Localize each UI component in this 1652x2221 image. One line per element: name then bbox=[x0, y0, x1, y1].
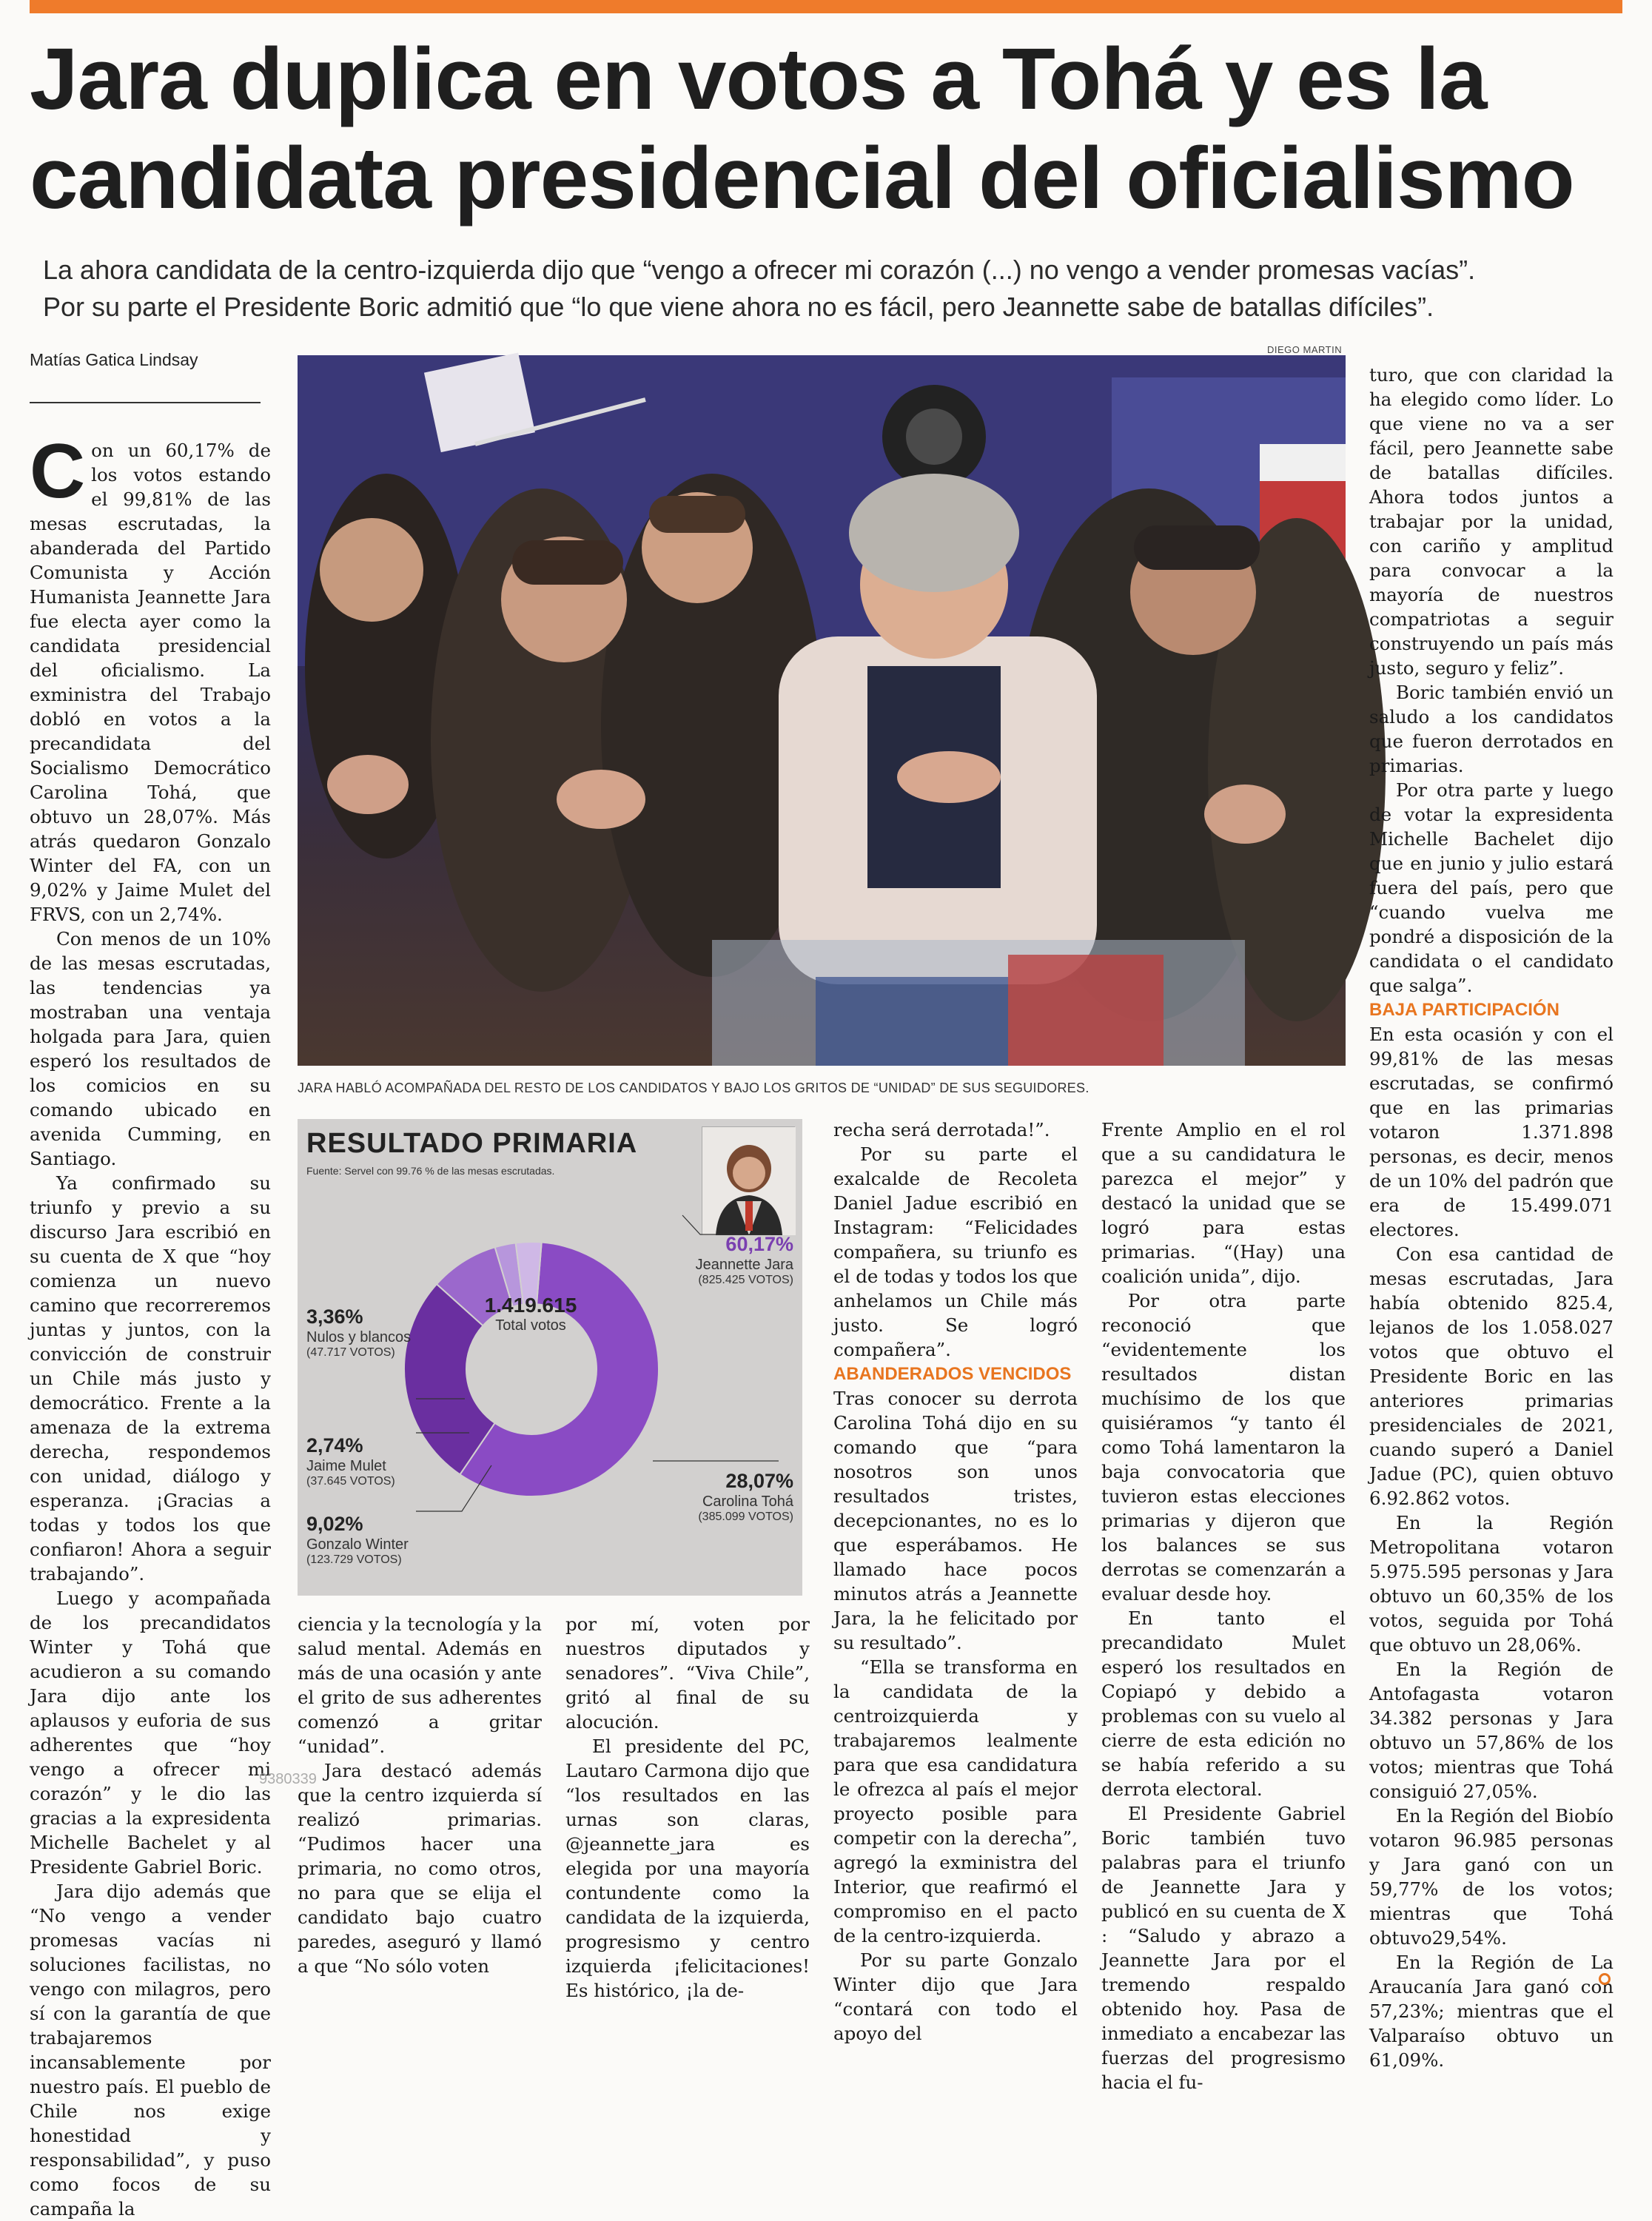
paragraph: En esta ocasión y con el 99,81% de las mesas escrutadas, se confirmó que en las primarias votaron 1.371.898 personas, es decir, menos de un 10% del padrón que era de 15.499.071 electores. bbox=[1369, 1024, 1614, 1240]
paragraph: Tras conocer su derrota Carolina Tohá dijo en su comando que “para nosotros son unos resultados tristes, decepcionantes, no es lo que esperábamos. He llamado hace pocos minutos atrás a Jeannette Jara, la he felicitado por su resultado”. bbox=[833, 1388, 1078, 1653]
photo-caption: JARA HABLÓ ACOMPAÑADA DEL RESTO DE LOS CANDIDATOS Y BAJO LOS GRITOS DE “UNIDAD” DE SUS SEGUIDORES. bbox=[298, 1081, 1089, 1095]
main-photo-illustration bbox=[298, 355, 1346, 1066]
label-winter-votes: (123.729 VOTOS) bbox=[306, 1553, 402, 1566]
drop-cap: C bbox=[30, 429, 86, 514]
label-mulet-votes: (37.645 VOTOS) bbox=[306, 1475, 395, 1488]
byline-rule bbox=[30, 402, 261, 403]
paragraph: Ya confirmado su triunfo y previo a su discurso Jara escribió en su cuenta de X que “hoy comienza un nuevo camino que recorreremos juntas y juntos, con la convicción de construir un Chile más justo y democrático. Frente a la amenaza de la extrema derecha, respondemos con unidad, diálogo y esperanza. ¡Gracias a todas y todos los que confiaron! Ahora a seguir trabajando”. bbox=[30, 1172, 271, 1585]
paragraph: Por su parte el exalcalde de Recoleta Daniel Jadue escribió en Instagram: “Felicidades compañera, su triunfo es el de todas y todos los que anhelamos un Chile más justo. Se logró compañera”. bbox=[833, 1143, 1078, 1360]
article-column-6 bbox=[1369, 363, 1614, 2071]
total-votes-value: 1.419.615 bbox=[484, 1294, 577, 1317]
label-nulos-pct: 3,36% bbox=[306, 1306, 363, 1328]
watermark-id: 9380339 bbox=[259, 1771, 317, 1787]
paragraph: por mí, voten por nuestros diputados y senadores”. “Viva Chile”, gritó al final de su alocución. bbox=[565, 1613, 810, 1733]
paragraph: recha será derrotada!”. bbox=[833, 1119, 1050, 1140]
paragraph: Luego y acompañada de los precandidatos Winter y Tohá que acudieron a su comando Jara dijo ante los aplausos y euforia de sus adherentes que “hoy vengo a ofrecer mi corazón” y le dio las gracias a la expresidenta Michelle Bachelet y al Presidente Gabriel Boric. bbox=[30, 1587, 271, 1878]
paragraph: El Presidente Gabriel Boric también tuvo palabras para el triunfo de Jeannette Jara y publicó en su cuenta de X : “Saludo y abrazo a Jeannette Jara por el tremendo respaldo obtenido hoy. Pasa de inmediato a encabezar las fuerzas del progresismo hacia el fu- bbox=[1101, 1803, 1346, 2093]
paragraph: En la Región de Antofagasta votaron 34.382 personas y Jara obtuvo un 57,86% de los votos; mientras que Tohá consiguió 27,05%. bbox=[1369, 1659, 1614, 1802]
deck bbox=[43, 252, 1619, 326]
headline-line-2: candidata presidencial del oficialismo bbox=[30, 130, 1574, 227]
label-winter-pct: 9,02% bbox=[306, 1513, 363, 1535]
donut-center-total bbox=[465, 1294, 597, 1334]
paragraph: “Ella se transforma en la candidata de la centroizquierda y trabajaremos lealmente para que esa candidatura le ofrezca al país el mejor proyecto posible para competir con la derecha”, agregó la exministra del Interior, que reafirmó el compromiso en el pacto de la centro-izquierda. bbox=[833, 1656, 1078, 1946]
paragraph: Con menos de un 10% de las mesas escrutadas, las tendencias ya mostraban una ventaja holgada para Jara, quien esperó los resultados de los comicios en su comando ubicado en avenida Cumming, en Santiago. bbox=[30, 928, 271, 1169]
total-votes-caption: Total votos bbox=[495, 1317, 566, 1334]
deck-line-1: La ahora candidata de la centro-izquierda dijo que “vengo a ofrecer mi corazón (...) no vengo a vender promesas vacías”. bbox=[43, 255, 1476, 285]
paragraph: Por otra parte reconoció que “evidentemente los resultados distan muchísimo de los que quisiéramos “y tanto él como Tohá lamentaron la baja convocatoria que tuvieron estas elecciones primarias y dijeron que los balances se sus derrotas se comenzarán a evaluar desde hoy. bbox=[1101, 1290, 1346, 1605]
paragraph: Por otra parte y luego de votar la expresidenta Michelle Bachelet dijo que en junio y julio estará fuera del país, pero que “cuando vuelva me pondré a disposición de la candidata o el candidato que salga”. bbox=[1369, 779, 1614, 996]
paragraph: turo, que con claridad la ha elegido como líder. Lo que viene no va a ser fácil, pero Jeannette sabe de batallas difíciles. Ahora todos juntos a trabajar por la unidad, con cariño y amplitud para convocar a la mayoría de nuestros compatriotas a seguir construyendo un país más justo, seguro y feliz”. bbox=[1369, 364, 1614, 679]
label-mulet-name: Jaime Mulet bbox=[306, 1458, 386, 1474]
top-accent-bar bbox=[30, 0, 1622, 13]
paragraph: Jara destacó además que la centro izquierda sí realizó primarias. “Pudimos hacer una primaria, no como otros, no para que se elija el candidato bajo cuatro paredes, aseguró y llamó a que “No sólo voten bbox=[298, 1760, 542, 1977]
subhead-baja-participacion: BAJA PARTICIPACIÓN bbox=[1369, 1000, 1559, 1020]
photo-credit: DIEGO MARTIN bbox=[1267, 344, 1343, 355]
headline-line-1: Jara duplica en votos a Tohá y es la bbox=[30, 30, 1487, 128]
infobox-title: RESULTADO PRIMARIA bbox=[306, 1128, 638, 1159]
label-nulos-name: Nulos y blancos bbox=[306, 1329, 412, 1345]
paragraph: Frente Amplio en el rol que a su candidatura le parezca el mejor” y destacó la unidad que se logró para estas primarias. “(Hay) una coalición unida”, dijo. bbox=[1101, 1119, 1346, 1287]
label-winter-name: Gonzalo Winter bbox=[306, 1536, 409, 1553]
leader-line-jara bbox=[682, 1215, 771, 1234]
article-column-3 bbox=[565, 1612, 810, 2001]
paragraph: ciencia y la tecnología y la salud mental. Además en más de una ocasión y ante el grito de sus adherentes comenzó a gritar “unidad”. bbox=[298, 1613, 542, 1757]
article-column-2 bbox=[298, 1612, 542, 1997]
paragraph: En la Región del Biobío votaron 96.985 personas y Jara ganó con un 59,77% de los votos; mientras que Tohá obtuvo29,54%. bbox=[1369, 1805, 1614, 1949]
infobox-source: Fuente: Servel con 99.76 % de las mesas escrutadas. bbox=[306, 1165, 555, 1177]
paragraph: Boric también envió un saludo a los candidatos que fueron derrotados en primarias. bbox=[1369, 682, 1614, 776]
label-toha-name: Carolina Tohá bbox=[702, 1493, 793, 1510]
label-nulos bbox=[306, 1306, 425, 1360]
paragraph: El presidente del PC, Lautaro Carmona dijo que “los resultados en las urnas son claras, @jeannette_jara es elegida por una mayoría contundente como la candidata de la izquierda, progresismo y centro izquierda ¡felicitaciones! Es histórico, ¡la de- bbox=[565, 1736, 810, 2001]
article-column-4 bbox=[833, 1118, 1078, 2044]
label-mulet bbox=[306, 1434, 425, 1488]
paragraph: Con esa cantidad de mesas escrutadas, Jara había obtenido 825.4, lejanos de los 1.058.027 votos que obtuvo el Presidente Boric en las anteriores primarias presidenciales de 2021, cuando superó a Daniel Jadue (PC), quien obtuvo 6.92.862 votos. bbox=[1369, 1243, 1614, 1509]
paragraph: Por su parte Gonzalo Winter dijo que Jara “contará con todo el apoyo del bbox=[833, 1949, 1078, 2044]
paragraph: En la Región Metropolitana votaron 5.975.595 personas y Jara obtuvo un 60,35% de los votos, seguida por Tohá que obtuvo un 28,06%. bbox=[1369, 1512, 1614, 1656]
deck-line-2: Por su parte el Presidente Boric admitió que “lo que viene ahora no es fácil, pero Jeannette sabe de batallas difíciles”. bbox=[43, 292, 1434, 322]
paragraph: En la Región de La Araucanía Jara ganó con 57,23%; mientras que el Valparaíso obtuvo un 61,09%. bbox=[1369, 1952, 1614, 2071]
article-column-1 bbox=[30, 429, 271, 2220]
label-jara-pct: 60,17% bbox=[725, 1233, 793, 1255]
main-photo bbox=[298, 355, 1346, 1066]
headline bbox=[30, 30, 1622, 228]
article-column-5 bbox=[1101, 1118, 1346, 2093]
label-toha-votes: (385.099 VOTOS) bbox=[698, 1511, 793, 1523]
label-jara-votes: (825.425 VOTOS) bbox=[698, 1274, 793, 1286]
label-mulet-pct: 2,74% bbox=[306, 1434, 363, 1456]
label-toha-pct: 28,07% bbox=[725, 1470, 793, 1492]
label-jara bbox=[645, 1233, 793, 1287]
paragraph: Jara dijo además que “No vengo a vender promesas vacías ni soluciones facilistas, no vengo con milagros, pero sí con la garantía de que trabajaremos incansablemente por nuestro país. El pueblo de Chile nos exige honestidad y responsabilidad”, y puso como focos de su campaña la bbox=[30, 1881, 271, 2220]
paragraph: on un 60,17% de los votos estando el 99,81% de las mesas escrutadas, la abanderada del Partido Comunista y Acción Humanista Jeannette Jara fue electa ayer como la candidata presidencial del oficialismo. La exministra del Trabajo dobló en votos a la precandidata del Socialismo Democrático Carolina Tohá, que obtuvo un 28,07%. Más atrás quedaron Gonzalo Winter del FA, con un 9,02% y Jaime Mulet del FRVS, con un 2,74%. bbox=[30, 440, 271, 925]
subhead-abanderados: ABANDERADOS VENCIDOS bbox=[833, 1364, 1072, 1384]
paragraph: En tanto el precandidato Mulet esperó los resultados en Copiapó y debido a problemas con su vuelo al cierre de esta edición no se había referido a su derrota electoral. bbox=[1101, 1607, 1346, 1800]
end-of-article-icon bbox=[1599, 1973, 1611, 1985]
label-winter bbox=[306, 1513, 440, 1567]
results-infobox bbox=[298, 1119, 802, 1596]
label-toha bbox=[631, 1470, 793, 1524]
label-jara-name: Jeannette Jara bbox=[695, 1257, 793, 1273]
label-nulos-votes: (47.717 VOTOS) bbox=[306, 1346, 395, 1359]
byline: Matías Gatica Lindsay bbox=[30, 350, 198, 369]
